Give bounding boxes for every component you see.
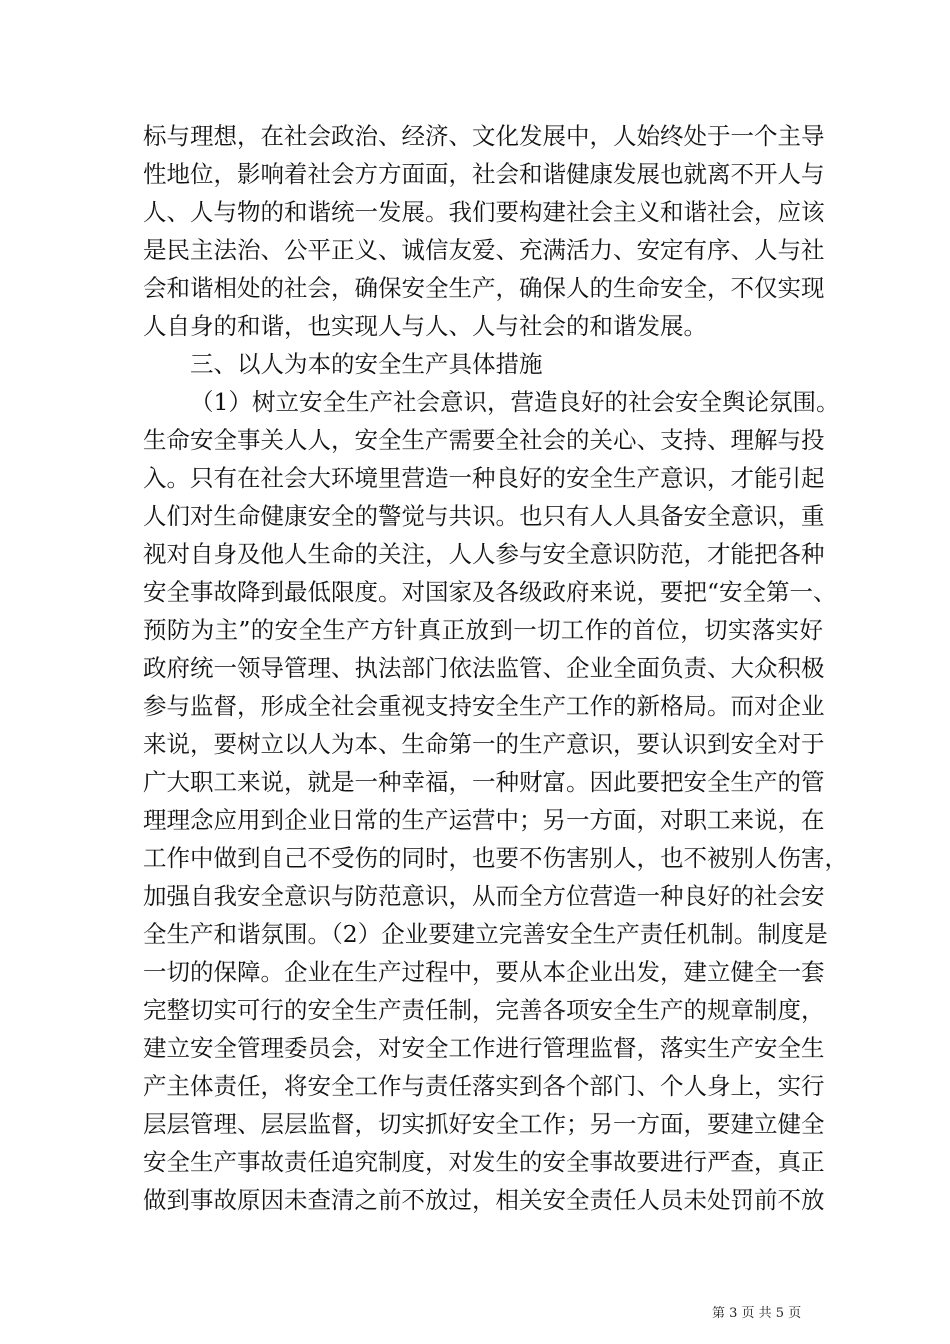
text-line: 参与监督，形成全社会重视支持安全生产工作的新格局。而对企业 (143, 692, 825, 720)
text-line: 人们对生命健康安全的警觉与共识。也只有人人具备安全意识，重 (143, 502, 825, 530)
text-line: 安全生产事故责任追究制度，对发生的安全事故要进行严查，真正 (143, 1148, 825, 1176)
text-line: 工作中做到自己不受伤的同时，也要不伤害别人，也不被别人伤害， (143, 844, 848, 872)
text-line: 加强自我安全意识与防范意识，从而全方位营造一种良好的社会安 (143, 882, 825, 910)
text-line: 建立安全管理委员会，对安全工作进行管理监督，落实生产安全生 (143, 1034, 825, 1062)
text-line: 做到事故原因未查清之前不放过，相关安全责任人员未处罚前不放 (143, 1186, 825, 1214)
text-line: 层层管理、层层监督，切实抓好安全工作；另一方面，要建立健全 (143, 1110, 825, 1138)
text-line: 理理念应用到企业日常的生产运营中；另一方面，对职工来说，在 (143, 806, 825, 834)
text-line: 产主体责任，将安全工作与责任落实到各个部门、个人身上，实行 (143, 1072, 825, 1100)
text-line: 完整切实可行的安全生产责任制，完善各项安全生产的规章制度， (143, 996, 825, 1024)
text-line: 会和谐相处的社会，确保安全生产，确保人的生命安全，不仅实现 (143, 274, 825, 302)
text-line: 一切的保障。企业在生产过程中，要从本企业出发，建立健全一套 (143, 958, 825, 986)
text-line: 人自身的和谐，也实现人与人、人与社会的和谐发展。 (143, 312, 707, 340)
text-line: 标与理想，在社会政治、经济、文化发展中，人始终处于一个主导 (143, 122, 825, 150)
page-number: 第 3 页 共 5 页 (712, 1306, 802, 1321)
text-line: （1）树立安全生产社会意识，营造良好的社会安全舆论氛围。 (190, 388, 840, 416)
text-line: 是民主法治、公平正义、诚信友爱、充满活力、安定有序、人与社 (143, 236, 825, 264)
text-line: 人、人与物的和谐统一发展。我们要构建社会主义和谐社会，应该 (143, 198, 825, 226)
text-line: 全生产和谐氛围。（2）企业要建立完善安全生产责任机制。制度是 (143, 920, 828, 948)
text-line: 性地位，影响着社会方方面面，社会和谐健康发展也就离不开人与 (143, 160, 825, 188)
section-heading: 三、以人为本的安全生产具体措施 (190, 350, 543, 378)
text-line: 生命安全事关人人，安全生产需要全社会的关心、支持、理解与投 (143, 426, 825, 454)
text-line: 入。只有在社会大环境里营造一种良好的安全生产意识，才能引起 (143, 464, 825, 492)
text-line: 安全事故降到最低限度。对国家及各级政府来说，要把“安全第一、 (143, 578, 837, 606)
text-line: 政府统一领导管理、执法部门依法监管、企业全面负责、大众积极 (143, 654, 825, 682)
text-line: 来说，要树立以人为本、生命第一的生产意识，要认识到安全对于 (143, 730, 825, 758)
text-line: 视对自身及他人生命的关注，人人参与安全意识防范，才能把各种 (143, 540, 825, 568)
text-line: 预防为主”的安全生产方针真正放到一切工作的首位，切实落实好 (143, 616, 823, 644)
text-line: 广大职工来说，就是一种幸福，一种财富。因此要把安全生产的管 (143, 768, 825, 796)
